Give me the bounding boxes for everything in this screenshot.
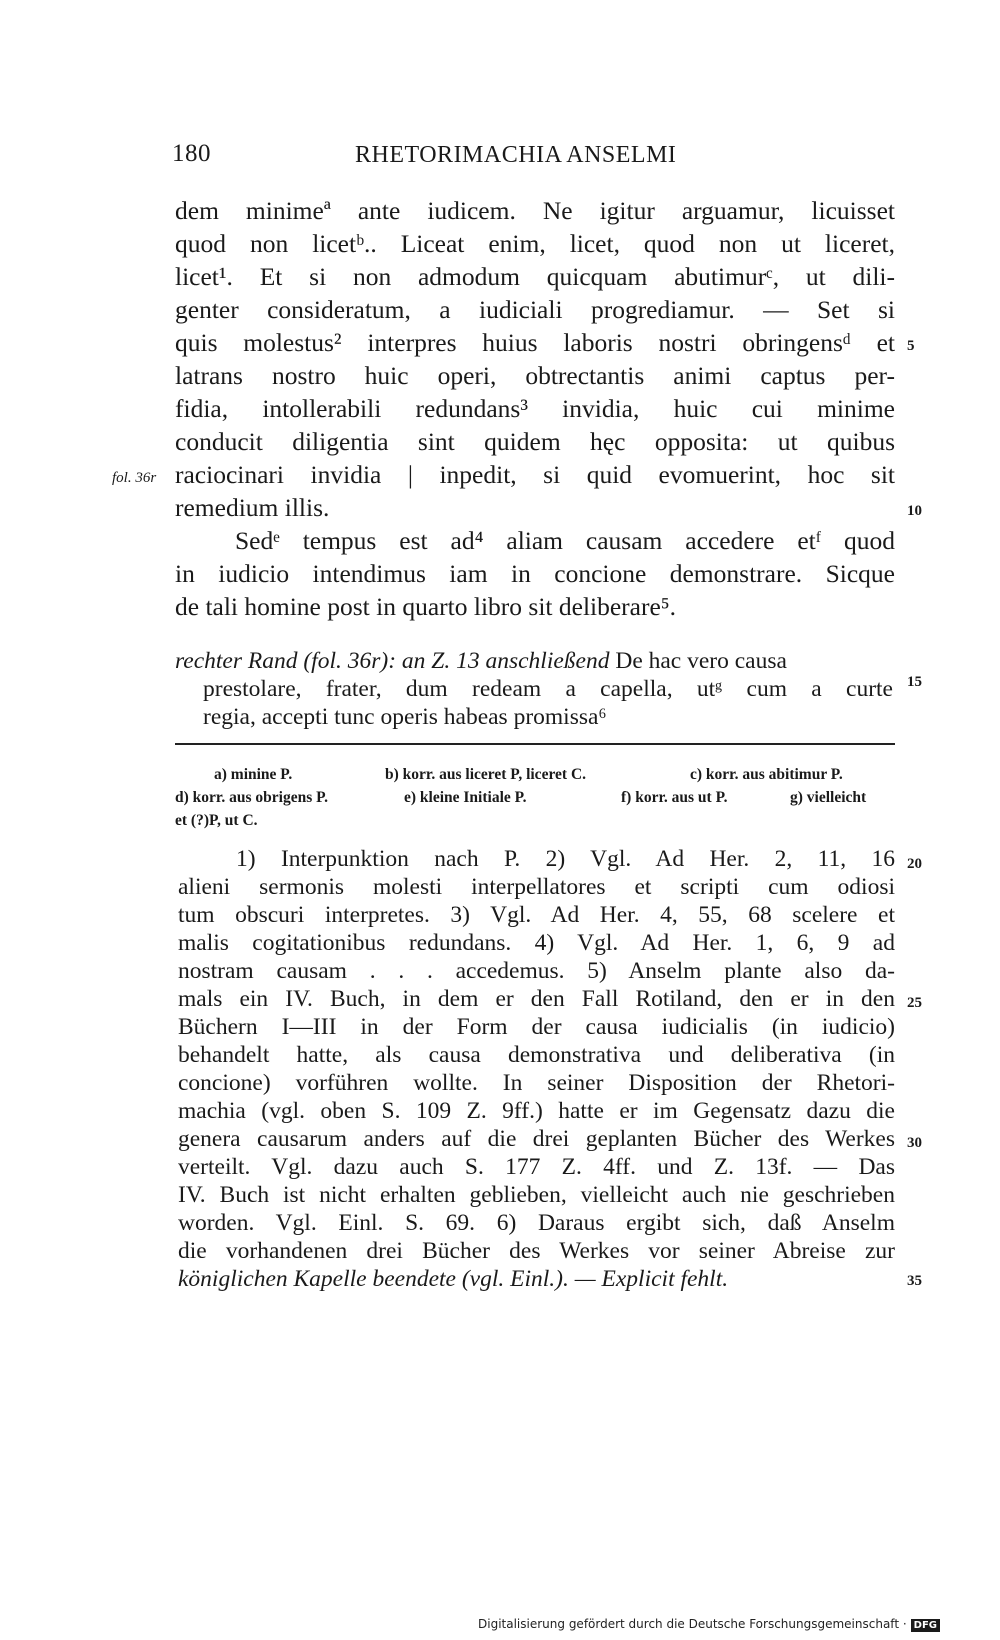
- dfg-logo: DFG: [911, 1619, 940, 1632]
- line-number: 20: [907, 856, 922, 872]
- credit-text: Digitalisierung gefördert durch die Deutsche Forschungsgemeinschaft ·: [478, 1617, 907, 1631]
- main-line: remedium illis.: [175, 493, 330, 522]
- folio-marker: fol. 36r: [112, 470, 157, 486]
- main-line: raciocinari invidia | inpedit, si quid evomuerint, hoc sit: [175, 460, 895, 489]
- note-line: behandelt hatte, als causa demonstrativa und deliberativa (in: [178, 1042, 895, 1068]
- note-line: machia (vgl. oben S. 109 Z. 9ff.) hatte er im Gegensatz dazu die: [178, 1098, 895, 1124]
- note-line: alieni sermonis molesti interpellatores et scripti cum odiosi: [178, 874, 895, 900]
- running-title: RHETORIMACHIA ANSELMI: [355, 142, 677, 168]
- main-line: genter consideratum, a iudiciali progrediamur. — Set si: [175, 295, 895, 324]
- main-line: licet¹. Et si non admodum quicquam abutimurᶜ, ut dili-: [175, 262, 895, 291]
- main-line: in iudicio intendimus iam in concione demonstrare. Sicque: [175, 559, 895, 588]
- line-number: 30: [907, 1135, 922, 1151]
- main-line: latrans nostro huic operi, obtrectantis animi captus per-: [175, 361, 895, 390]
- main-line: fidia, intollerabili redundans³ invidia, huic cui minime: [175, 394, 895, 423]
- note-line: 1) Interpunktion nach P. 2) Vgl. Ad Her. 2, 11, 16: [236, 846, 895, 872]
- main-line: quod non licetᵇ.. Liceat enim, licet, quod non ut liceret,: [175, 229, 895, 258]
- apparatus-entry: g) vielleicht: [790, 789, 867, 806]
- note-line: worden. Vgl. Einl. S. 69. 6) Daraus ergibt sich, daß Anselm: [178, 1210, 895, 1236]
- addition-line: regia, accepti tunc operis habeas promissa⁶: [203, 704, 607, 730]
- apparatus-entry: b) korr. aus liceret P, liceret C.: [385, 766, 587, 783]
- note-line: königlichen Kapelle beendete (vgl. Einl.). — Explicit fehlt.: [178, 1266, 729, 1292]
- note-line: genera causarum anders auf die drei geplanten Bücher des Werkes: [178, 1126, 895, 1152]
- line-number: 15: [907, 674, 922, 690]
- line-number: 5: [907, 338, 915, 354]
- page-number: 180: [172, 140, 211, 167]
- note-line: mals ein IV. Buch, in dem er den Fall Rotiland, den er in den: [178, 986, 895, 1012]
- addition-line: [175, 648, 893, 675]
- addition-label: rechter Rand (fol. 36r): an Z. 13 anschließend: [175, 648, 610, 674]
- note-line: die vorhandenen drei Bücher des Werkes vor seiner Abreise zur: [178, 1238, 895, 1264]
- main-line: dem minimeª ante iudicem. Ne igitur arguamur, licuisset: [175, 196, 895, 225]
- main-line: Sedᵉ tempus est ad⁴ aliam causam accedere etᶠ quod: [235, 526, 895, 555]
- line-number: 35: [907, 1273, 922, 1289]
- apparatus-entry: a) minine P.: [214, 766, 293, 783]
- apparatus-entry: d) korr. aus obrigens P.: [175, 789, 329, 806]
- footnote-divider: [175, 743, 895, 745]
- main-line: de tali homine post in quarto libro sit deliberare⁵.: [175, 592, 677, 621]
- apparatus-entry: c) korr. aus abitimur P.: [690, 766, 843, 783]
- addition-line: prestolare, frater, dum redeam a capella, utᵍ cum a curte: [203, 676, 893, 702]
- note-line: tum obscuri interpretes. 3) Vgl. Ad Her. 4, 55, 68 scelere et: [178, 902, 895, 928]
- line-number: 10: [907, 503, 922, 519]
- digitization-credit: [478, 1617, 940, 1632]
- apparatus-entry: e) kleine Initiale P.: [404, 789, 527, 806]
- apparatus-entry: f) korr. aus ut P.: [621, 789, 728, 806]
- apparatus-entry: et (?)P, ut C.: [175, 812, 258, 829]
- note-line: nostram causam . . . accedemus. 5) Anselm plante also da-: [178, 958, 895, 984]
- addition-text: De hac vero causa: [615, 648, 787, 674]
- line-number: 25: [907, 995, 922, 1011]
- note-line: IV. Buch ist nicht erhalten geblieben, vielleicht auch nie geschrieben: [178, 1182, 895, 1208]
- note-line: concione) vorführen wollte. In seiner Disposition der Rhetori-: [178, 1070, 895, 1096]
- note-line: Büchern I—III in der Form der causa iudicialis (in iudicio): [178, 1014, 895, 1040]
- note-line: verteilt. Vgl. dazu auch S. 177 Z. 4ff. und Z. 13f. — Das: [178, 1154, 895, 1180]
- main-line: conducit diligentia sint quidem hęc opposita: ut quibus: [175, 427, 895, 456]
- note-line: malis cogitationibus redundans. 4) Vgl. Ad Her. 1, 6, 9 ad: [178, 930, 895, 956]
- main-line: quis molestus² interpres huius laboris nostri obringensᵈ et: [175, 328, 895, 357]
